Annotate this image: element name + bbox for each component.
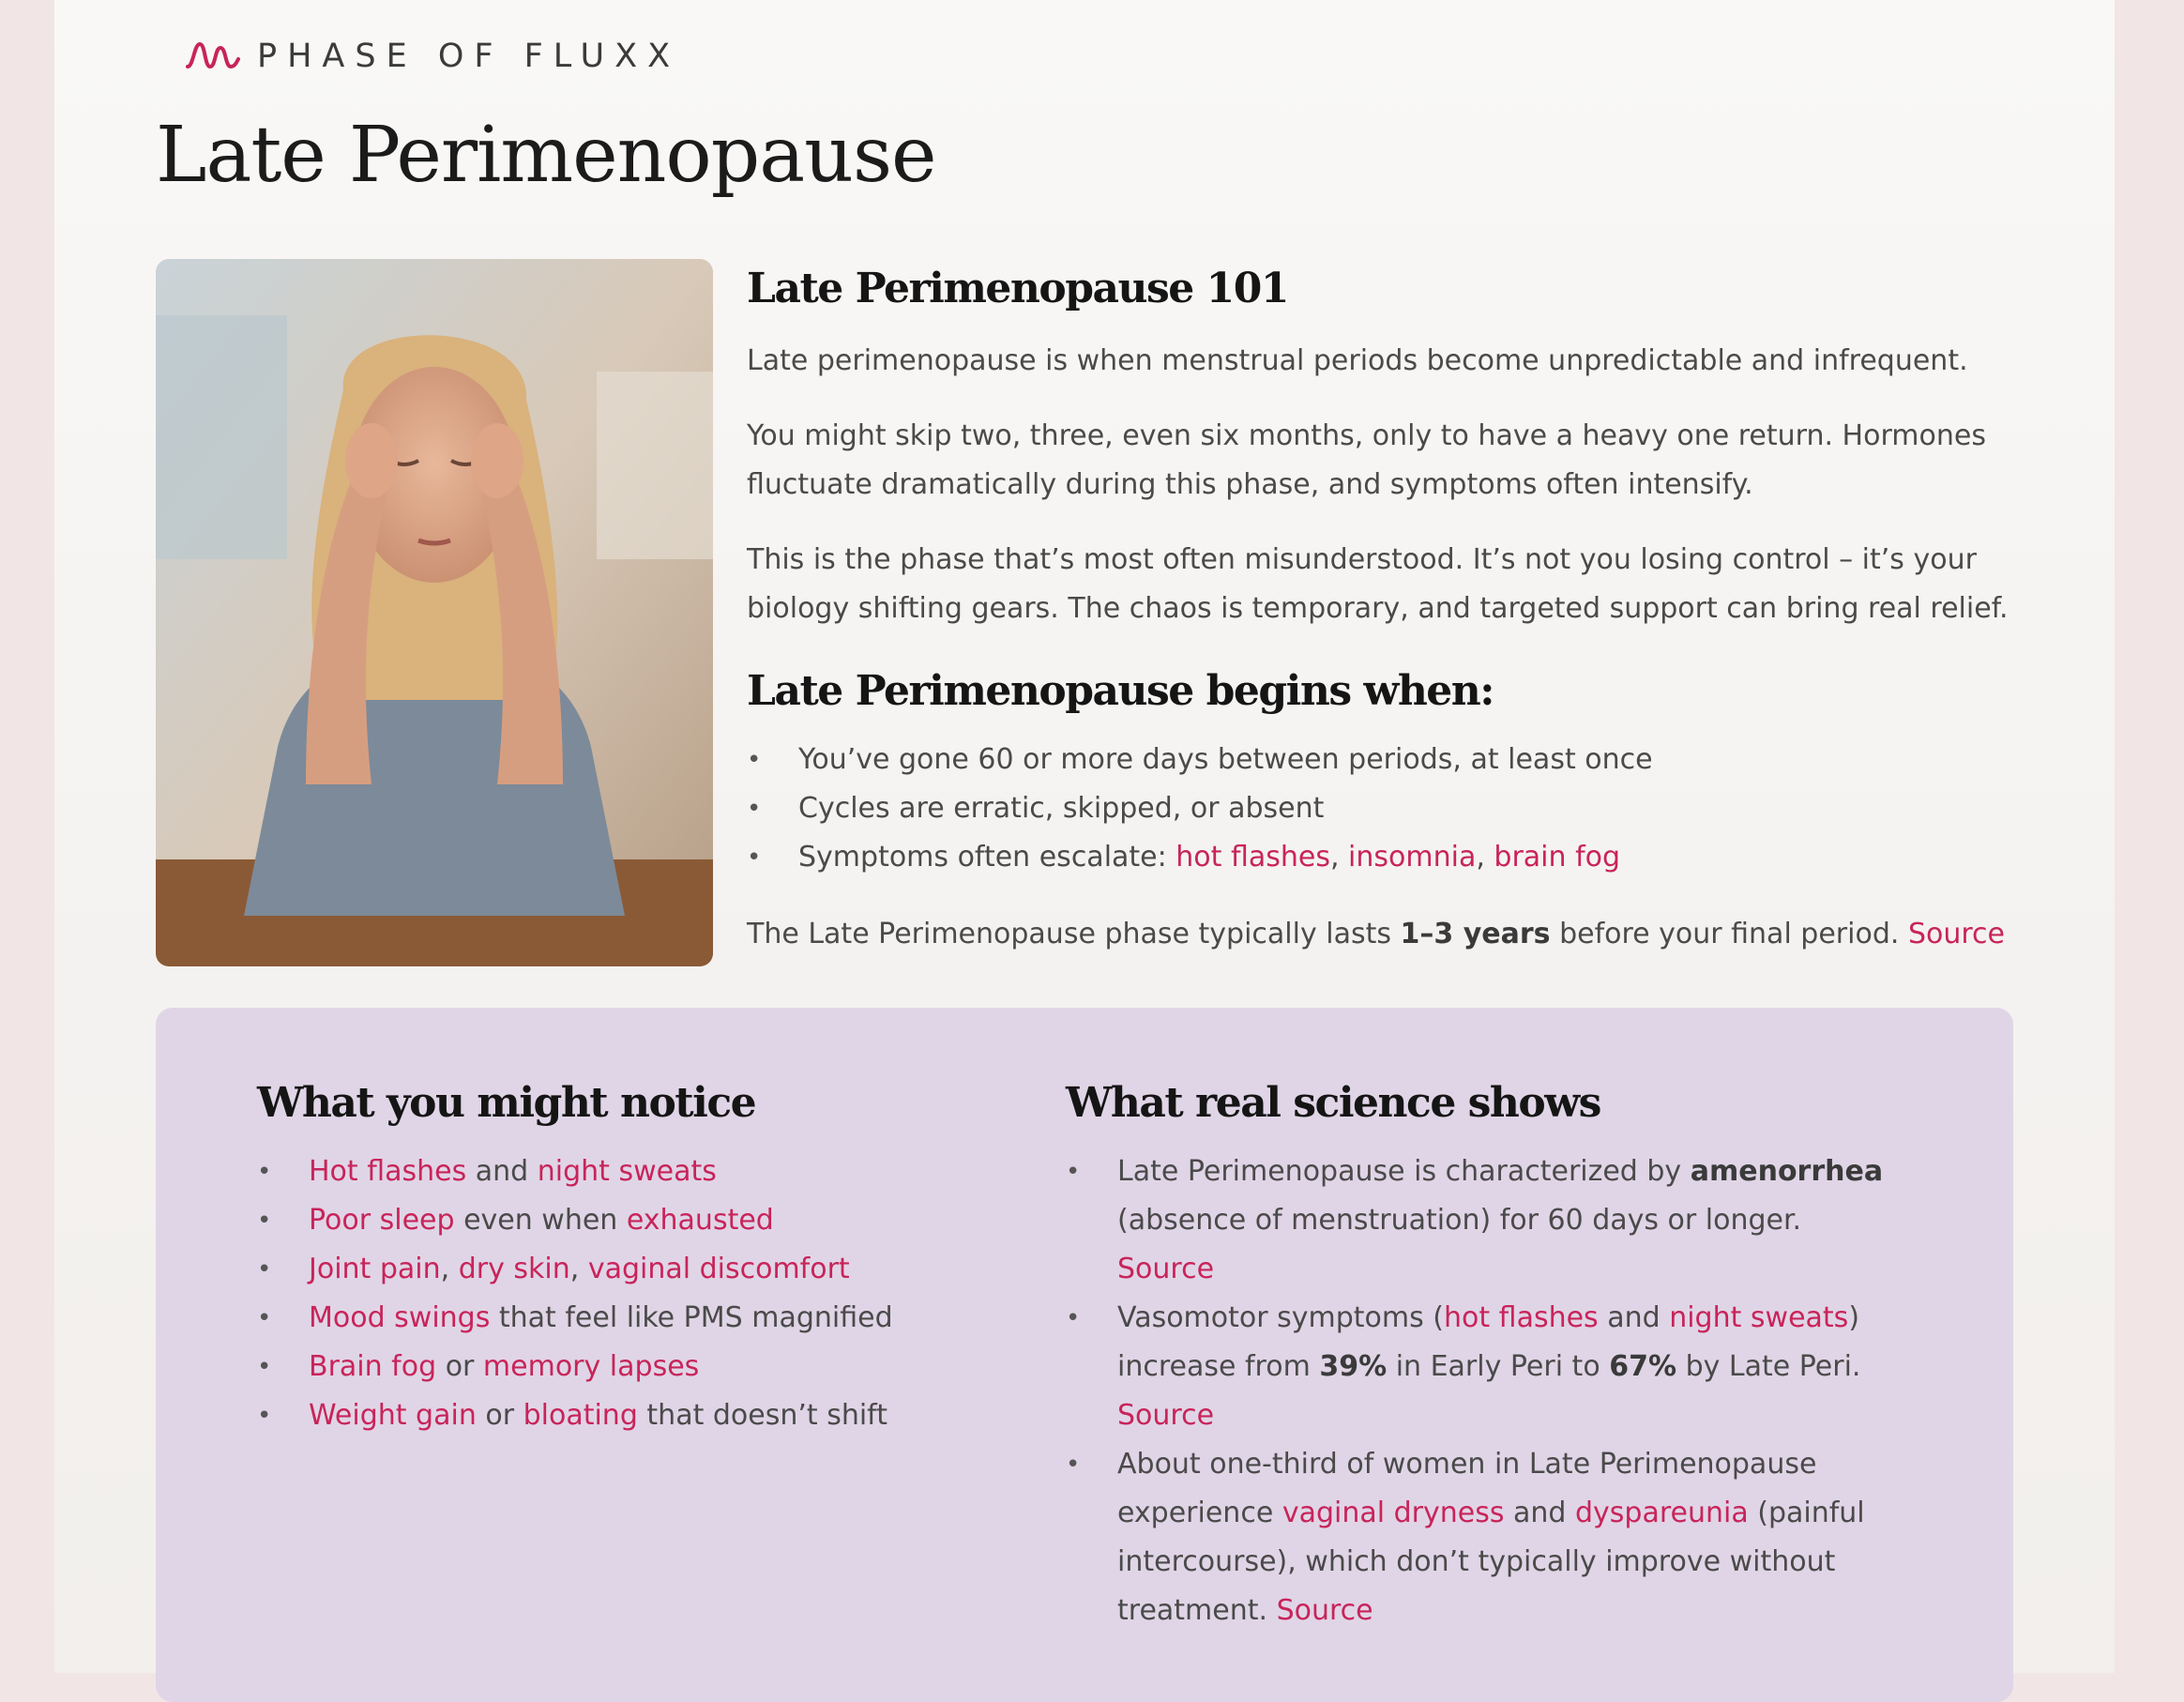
- info-panel: [156, 1008, 2013, 1702]
- link-dyspareunia[interactable]: dyspareunia: [1574, 1497, 1749, 1529]
- link-vaginal-dryness[interactable]: vaginal dryness: [1282, 1497, 1505, 1529]
- list-item: • Poor sleep even when exhausted: [257, 1196, 970, 1245]
- wave-logo-icon: [186, 38, 240, 74]
- link-joint-pain[interactable]: Joint pain: [309, 1253, 441, 1285]
- science-heading: What real science shows: [1066, 1079, 1600, 1127]
- list-item: • You’ve gone 60 or more days between periods, at least once: [747, 736, 2079, 784]
- brand-name: PHASE OF FLUXX: [257, 38, 681, 75]
- link-hot-flashes[interactable]: Hot flashes: [309, 1155, 467, 1188]
- source-link[interactable]: Source: [1117, 1253, 1215, 1285]
- intro-heading: Late Perimenopause 101: [747, 265, 1288, 312]
- woman-holding-head-illustration: [156, 259, 713, 966]
- link-memory-lapses[interactable]: memory lapses: [482, 1350, 700, 1383]
- link-weight-gain[interactable]: Weight gain: [309, 1399, 477, 1432]
- list-item: • Cycles are erratic, skipped, or absent: [747, 784, 2079, 833]
- link-night-sweats[interactable]: night sweats: [1669, 1301, 1849, 1334]
- notice-heading: What you might notice: [257, 1079, 756, 1127]
- begins-list: [747, 736, 2079, 882]
- list-item: • Hot flashes and night sweats: [257, 1147, 970, 1196]
- intro-paragraph-2: You might skip two, three, even six months, only to have a heavy one return. Hormones fluctuate dramatically during this phase, and symptoms often intensify.: [747, 419, 1986, 501]
- link-brain-fog[interactable]: brain fog: [1494, 841, 1621, 874]
- link-poor-sleep[interactable]: Poor sleep: [309, 1204, 455, 1237]
- link-brain-fog[interactable]: Brain fog: [309, 1350, 437, 1383]
- source-link[interactable]: Source: [1907, 918, 2005, 950]
- intro-paragraph-3: This is the phase that’s most often misunderstood. It’s not you losing control – it’s your biology shifting gears. The chaos is temporary, and targeted support can bring real relief.: [747, 543, 2009, 625]
- duration-text: The Late Perimenopause phase typically lasts 1–3 years before your final period. Source: [747, 918, 2005, 950]
- link-exhausted[interactable]: exhausted: [626, 1204, 774, 1237]
- list-item: • Brain fog or memory lapses: [257, 1343, 970, 1391]
- hero-image: [156, 259, 713, 966]
- link-vaginal-discomfort[interactable]: vaginal discomfort: [587, 1253, 850, 1285]
- intro-section: [747, 259, 2079, 985]
- brand-logo[interactable]: [186, 38, 680, 75]
- notice-list: [257, 1147, 970, 1440]
- link-hot-flashes[interactable]: hot flashes: [1444, 1301, 1599, 1334]
- list-item: • Vasomotor symptoms (hot flashes and night sweats) increase from 39% in Early Peri to 67% by Late Peri. Source: [1066, 1294, 1891, 1440]
- list-item: • Late Perimenopause is characterized by amenorrhea (absence of menstruation) for 60 days or longer. Source: [1066, 1147, 1891, 1294]
- list-item: • Joint pain, dry skin, vaginal discomfort: [257, 1245, 970, 1294]
- list-item: • Mood swings that feel like PMS magnified: [257, 1294, 970, 1343]
- link-night-sweats[interactable]: night sweats: [537, 1155, 717, 1188]
- intro-paragraph-1: Late perimenopause is when menstrual periods become unpredictable and infrequent.: [747, 344, 1968, 377]
- page-title: Late Perimenopause: [156, 111, 936, 200]
- link-mood-swings[interactable]: Mood swings: [309, 1301, 491, 1334]
- list-item: • Weight gain or bloating that doesn’t shift: [257, 1391, 970, 1440]
- link-dry-skin[interactable]: dry skin: [458, 1253, 570, 1285]
- link-insomnia[interactable]: insomnia: [1348, 841, 1477, 874]
- link-bloating[interactable]: bloating: [523, 1399, 638, 1432]
- link-hot-flashes[interactable]: hot flashes: [1175, 841, 1330, 874]
- science-column: [1066, 1079, 1891, 1664]
- source-link[interactable]: Source: [1276, 1594, 1373, 1627]
- begins-heading: Late Perimenopause begins when:: [747, 667, 1494, 715]
- notice-column: [257, 1079, 970, 1468]
- list-item: • Symptoms often escalate: hot flashes, insomnia, brain fog: [747, 833, 2079, 882]
- page: [54, 0, 2115, 1673]
- source-link[interactable]: Source: [1117, 1399, 1215, 1432]
- list-item: • About one-third of women in Late Perimenopause experience vaginal dryness and dyspareunia (painful intercourse), which don’t typically improve without treatment. Source: [1066, 1440, 1891, 1635]
- science-list: [1066, 1147, 1891, 1635]
